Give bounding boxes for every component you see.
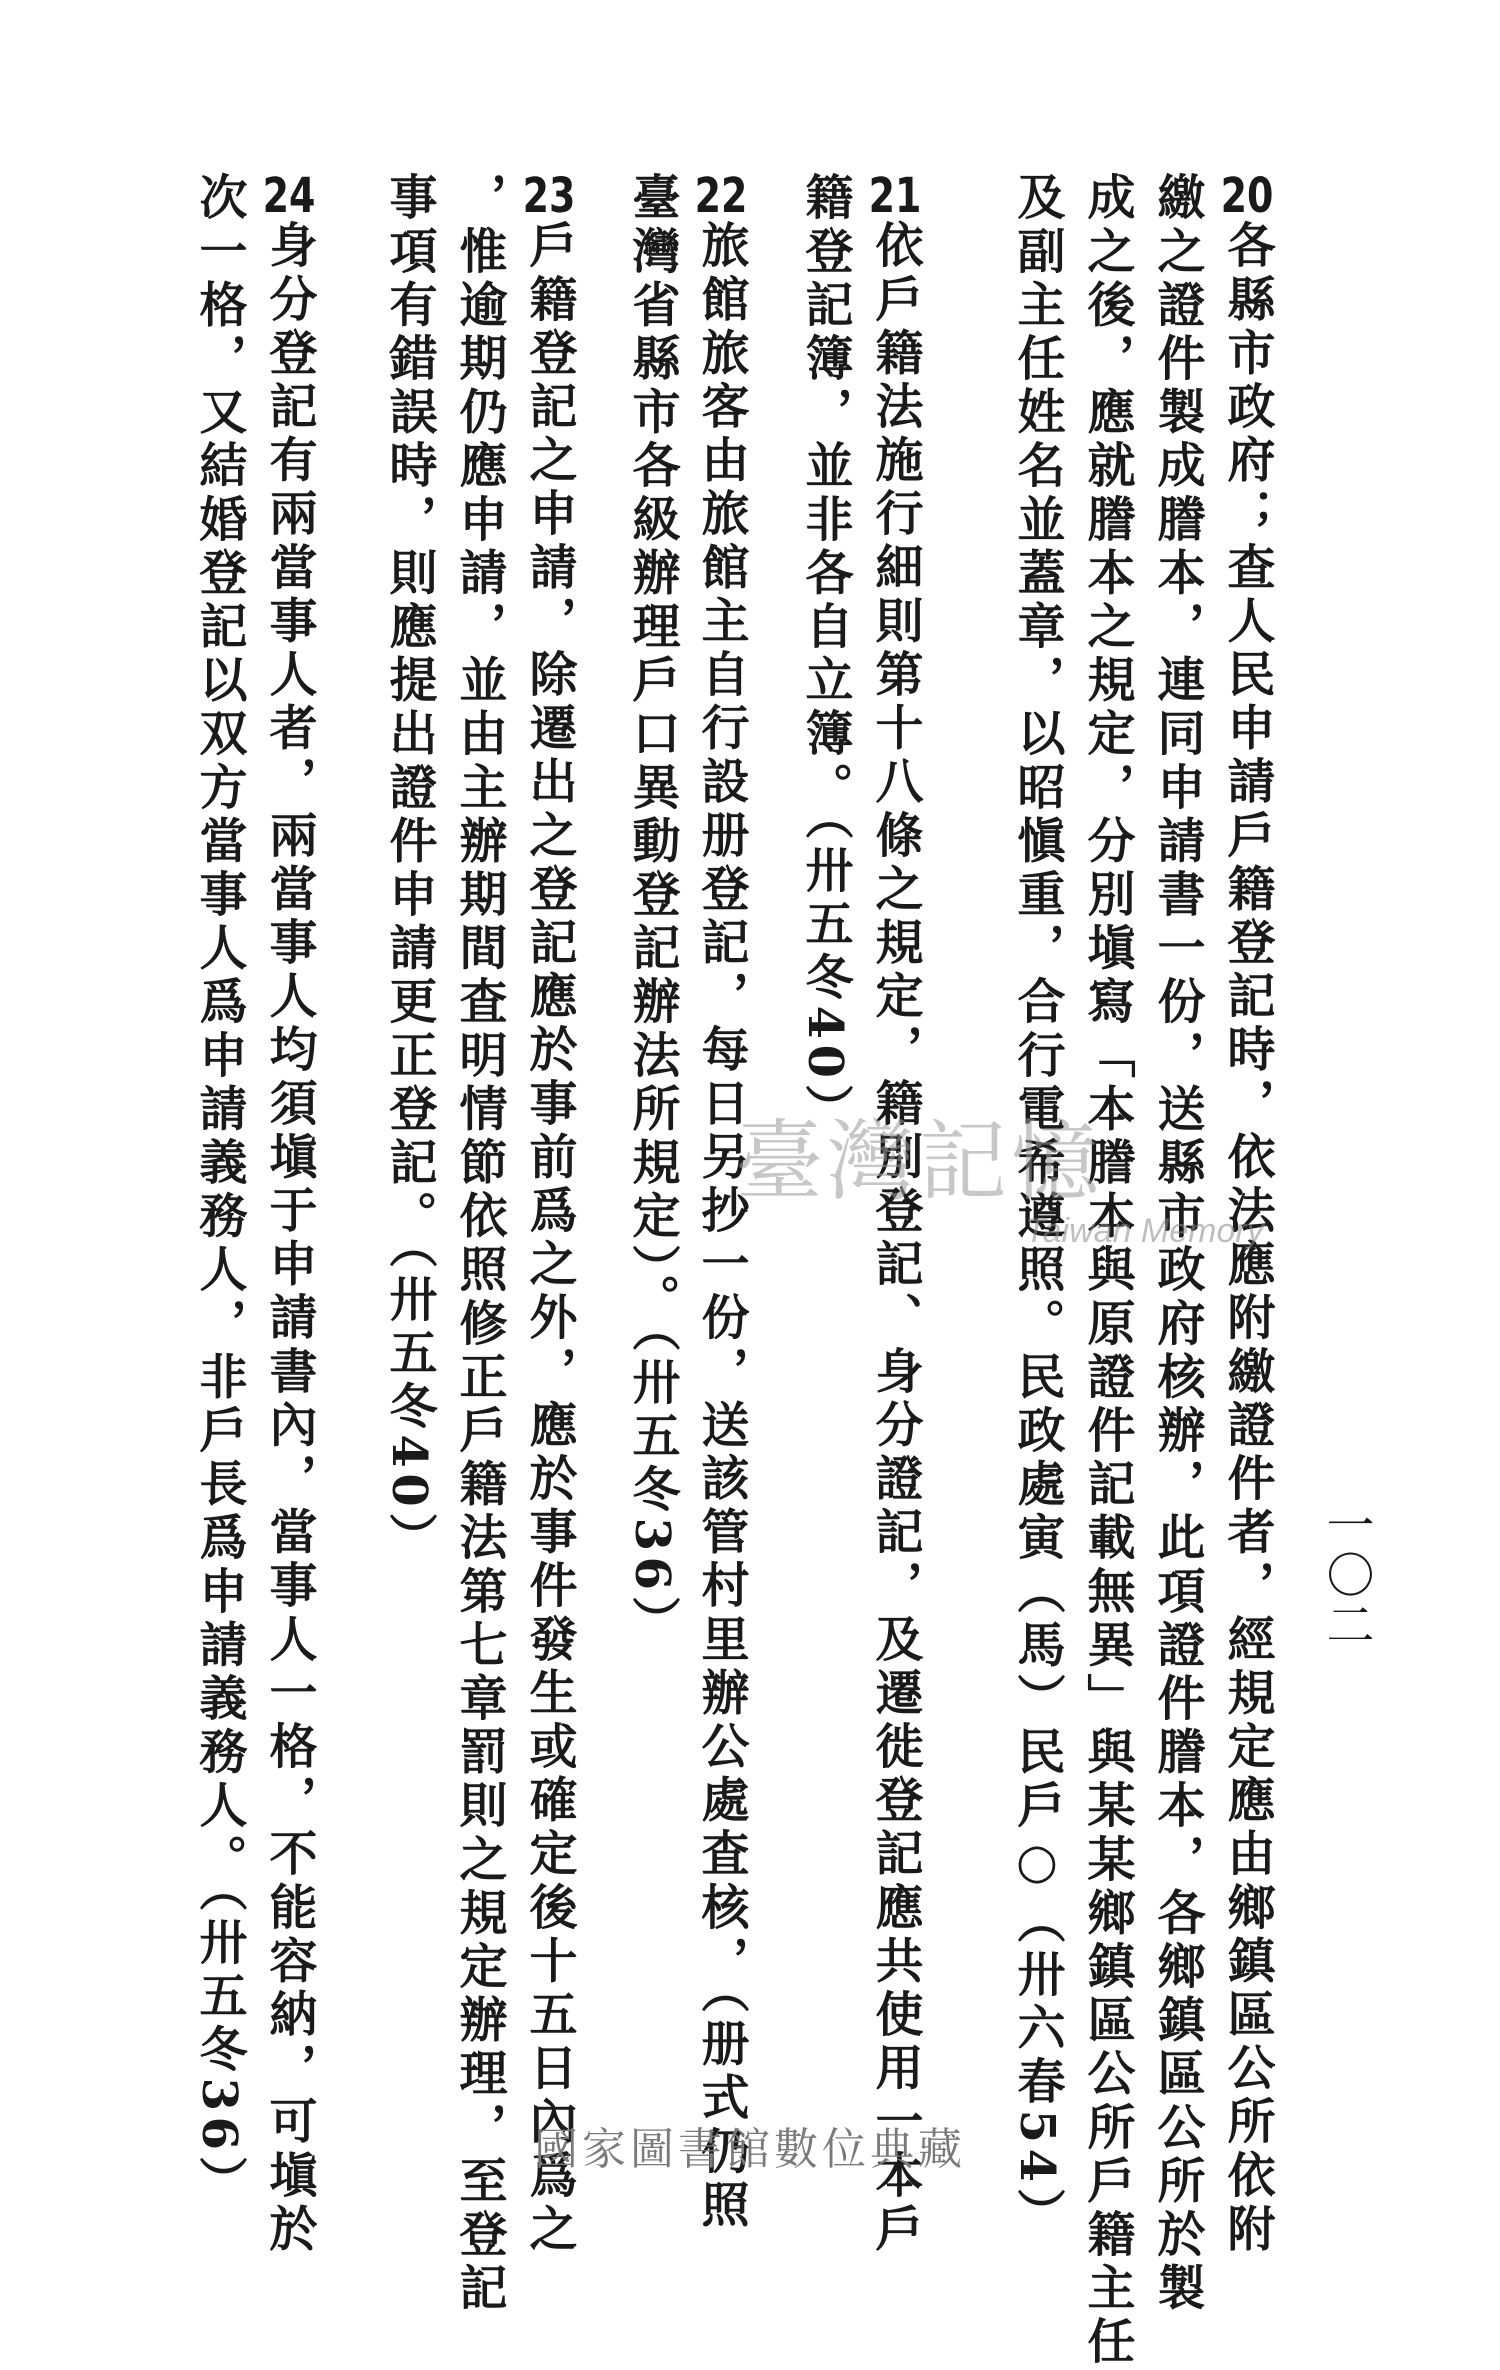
watermark-logo: [735, 1092, 1264, 1252]
column-text: 籍登記簿，並非各自立簿。（卅五冬40）: [797, 172, 853, 1138]
footer-credit: 國家圖書館數位典藏: [534, 2124, 966, 2175]
watermark-subtitle: Taiwan Memory: [1025, 1212, 1264, 1250]
text-column: [517, 172, 581, 2257]
column-text: 次一格，又結婚登記以双方當事人爲申請義務人，非戶長爲申請義務人。（卅五冬36）: [191, 172, 247, 2210]
item-number: 24: [262, 172, 316, 220]
column-text: 臺灣省縣市各級辦理戶口異動登記辦法所規定）。（卅五冬36）: [624, 172, 680, 1650]
item-number: 21: [868, 172, 922, 220]
text-column: [620, 172, 684, 1649]
column-text: 戶籍登記之申請，除遷出之登記應於事前爲之外，應於事件發生或確定後十五日內爲之: [521, 220, 577, 2257]
column-text: 繳之證件製成謄本，連同申請書一份，送縣市政府核辦，此項證件謄本，各鄉鎮區公所於製: [1149, 172, 1205, 2316]
watermark-title: 臺灣記憶: [735, 1110, 1104, 1213]
text-column: [1075, 172, 1139, 2370]
item-number: 23: [522, 172, 576, 220]
column-text: 及副主任姓名並蓋章，以昭愼重，合行電希遵照。民政處寅（馬）民戶○（卅六春54）: [1009, 172, 1065, 2242]
column-text: ，惟逾期仍應申請，並由主辦期間査明情節依照修正戶籍法第七章罰則之規定辦理，至登記: [451, 172, 507, 2316]
page-number: 一〇二: [1318, 1500, 1374, 1650]
text-column: [377, 172, 441, 1566]
column-text: 事項有錯誤時，則應提出證件申請更正登記。（卅五冬40）: [381, 172, 437, 1566]
item-number: 20: [1220, 172, 1274, 220]
text-column: [187, 172, 251, 2209]
column-text: 依戶籍法施行細則第十八條之規定，籍別登記、身分證記，及遷徙登記應共使用一本戶: [867, 220, 923, 2257]
text-column: [447, 172, 511, 2316]
column-text: 身分登記有兩當事人者，兩當事人均須塡于申請書內，當事人一格，不能容納，可塡於: [261, 220, 317, 2257]
column-text: 成之後，應就謄本之規定，分別塡寫「本謄本與原證件記載無異」與某某鄉鎮區公所戶籍主任: [1079, 172, 1135, 2370]
column-text: 旅館旅客由旅館主自行設册登記，每日另抄一份，送該管村里辦公處査核，（册式仍照: [693, 220, 749, 2233]
text-column: [793, 172, 857, 1137]
column-text: 各縣市政府；查人民申請戶籍登記時，依法應附繳證件者，經規定應由鄉鎮區公所依附: [1219, 220, 1275, 2257]
text-column: [257, 172, 321, 2257]
item-number: 22: [694, 172, 748, 220]
